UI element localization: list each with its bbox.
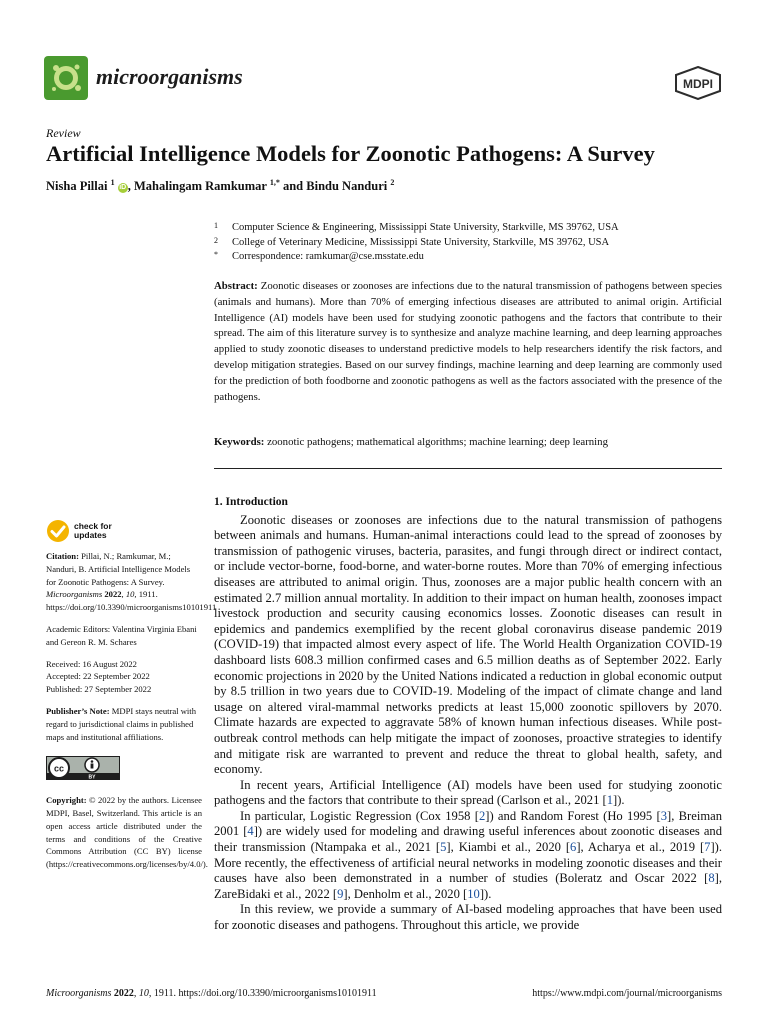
- published-date: Published: 27 September 2022: [46, 684, 152, 695]
- citation-block: Citation: Pillai, N.; Ramkumar, M.; Nanduri, B. Artificial Intelligence Models for Zoonotic Pathogens: A Survey. Microorganisms 2022, 10, 1911. https://doi.org/10.3390/microorganisms10101911: [46, 551, 217, 613]
- accepted-date: Accepted: 22 September 2022: [46, 671, 150, 682]
- orcid-icon[interactable]: iD: [119, 184, 127, 192]
- citation-link[interactable]: 9: [337, 886, 344, 901]
- citation-doi[interactable]: , 1911. https://doi.org/10.3390/microorganisms10101911: [46, 589, 217, 613]
- citation-link[interactable]: 3: [660, 808, 667, 823]
- citation-link[interactable]: 6: [570, 840, 577, 855]
- affiliation-item: [214, 221, 714, 236]
- footer-journal: Microorganisms: [46, 988, 112, 999]
- keywords-text: zoonotic pathogens; mathematical algorithms; machine learning; deep learning: [267, 436, 608, 448]
- check-for-updates-line2: updates: [74, 530, 107, 540]
- mdpi-logo-icon: [672, 66, 724, 100]
- check-for-updates-icon: [46, 519, 70, 543]
- abstract-label: Abstract:: [214, 280, 258, 292]
- academic-editors: Academic Editors: Valentina Virginia Ebani and Gereon R. M. Schares: [46, 623, 197, 647]
- mdpi-logo-text: MDPI: [683, 77, 713, 91]
- article-title: Artificial Intelligence Models for Zoonotic Pathogens: A Survey: [46, 141, 655, 166]
- body-paragraph: Zoonotic diseases or zoonoses are infections due to the natural transmission of pathogens between animals and humans. Human-animal interactions could lead to the spread of zoonoses by transmission of pathogenic viruses, bacteria, parasites, and fungi through direct or indirect contact, or include vector-borne, food-borne, and water-borne routes. More than 70% of emerging infectious diseases are attributed to animal origin. Thus, zoonoses are a major public health concern with an estimated 2.7 million annual mortality. In addition to their impact on human health, zoonoses impact livestock production and security causing economics losses. Zoonotic diseases can result in epidemics and pandemics exemplified by the recent global coronavirus disease pandemic 2019 (COVID-19) that impacted almost every aspect of life. The World Health Organization COVID-19 dashboard lists 608.3 million confirmed cases and 6.5 million deaths as of September 2022. Early economic projections in 2020 by the United Nations indicated a reduction in global economic output by 8.5 trillion in two years due to COVID-19. Modeling of the impact of climate change and land usage on altered viral-mammal networks predicts at least 15,000 zoonotic spillovers by 2070. Climate hazards are expected to aggravate 58% of known human infectious diseases. While post-outbreak control methods can help mitigate the impact of zoonoses, proactive strategies to identify and mitigate risk are warranted to prevent and reduce the threat to global health, safety, and economy.: [214, 512, 722, 777]
- dates-block: [46, 658, 202, 696]
- author-affiliation-mark: 2: [390, 178, 395, 187]
- article-type: Review: [46, 126, 81, 140]
- article-sidebar: [46, 518, 217, 880]
- cc-text: cc: [53, 763, 65, 774]
- paragraph-text: ], Breiman 2001 [: [214, 808, 722, 839]
- copyright-label: Copyright:: [46, 795, 87, 806]
- citation-label: Citation:: [46, 551, 79, 561]
- affiliation-item: [214, 250, 714, 265]
- journal-logo-icon: [44, 56, 88, 100]
- copyright-block: [46, 794, 208, 871]
- cc-by-license-icon[interactable]: [46, 756, 120, 780]
- citation-link[interactable]: 7: [704, 840, 711, 855]
- section-divider: [214, 468, 722, 469]
- affiliation-text: College of Veterinary Medicine, Mississippi State University, Starkville, MS 39762, USA: [232, 236, 610, 248]
- affiliation-item: [214, 236, 714, 251]
- footer-doi-link[interactable]: , 1911. https://doi.org/10.3390/microorganisms10101911: [148, 988, 377, 999]
- cc-by-text: BY: [88, 774, 96, 781]
- body-paragraph: [214, 778, 722, 809]
- paragraph-text: In particular, Logistic Regression (Cox 1958 [: [240, 808, 479, 823]
- paragraph-text: ]).: [479, 886, 492, 901]
- journal-name: microorganisms: [96, 64, 243, 89]
- publisher-note: [46, 705, 202, 743]
- author-separator: and: [279, 179, 307, 194]
- author-name[interactable]: Bindu Nanduri: [306, 179, 388, 194]
- footer-journal-url[interactable]: https://www.mdpi.com/journal/microorganisms: [532, 988, 722, 999]
- publisher-note-label: Publisher’s Note:: [46, 705, 110, 716]
- affiliation-text: Computer Science & Engineering, Mississippi State University, Starkville, MS 39762, USA: [232, 222, 619, 233]
- author-name[interactable]: Nisha Pillai: [46, 179, 108, 194]
- keywords: [214, 435, 722, 450]
- author-name[interactable]: Mahalingam Ramkumar: [133, 179, 267, 194]
- citation-link[interactable]: 8: [708, 871, 715, 886]
- citation-link[interactable]: 4: [247, 824, 254, 839]
- footer-citation: Microorganisms 2022, 10, 1911. https://doi.org/10.3390/microorganisms10101911: [46, 988, 377, 999]
- article-body: [214, 495, 722, 934]
- citation-link[interactable]: 5: [440, 840, 447, 855]
- citation-link[interactable]: 2: [478, 808, 486, 823]
- paragraph-text: ]).: [613, 793, 625, 808]
- footer-year: 2022: [113, 988, 134, 999]
- correspondence-text[interactable]: Correspondence: ramkumar@cse.msstate.edu: [232, 251, 424, 262]
- paragraph-text: ]) and Random Forest (Ho 1995 [: [485, 808, 661, 823]
- paragraph-text: In recent years, Artificial Intelligence (AI) models have been used for studying zoonotic pathogens and the factors that contribute to their spread (Carlson et al., 2021 [: [214, 777, 722, 808]
- affiliations: [214, 221, 714, 265]
- affiliation-mark: 1: [214, 221, 218, 230]
- author-separator: ,: [127, 179, 134, 194]
- publisher-note-text: MDPI stays neutral with regard to jurisdictional claims in published maps and institutional affiliations.: [46, 705, 196, 742]
- paragraph-text: ], Kiambi et al., 2020 [: [446, 840, 571, 855]
- keywords-label: Keywords:: [214, 436, 265, 448]
- check-for-updates-badge[interactable]: [46, 518, 202, 544]
- footer-volume: 10: [138, 988, 149, 999]
- paragraph-text: ]) are widely used for modeling and drawing useful inferences about zoonotic diseases and their transmission (Ntampaka et al., 2021 [: [214, 824, 723, 855]
- citation-journal: Microorganisms: [46, 589, 103, 600]
- received-date: Received: 16 August 2022: [46, 658, 137, 669]
- author-list: [46, 178, 394, 194]
- citation-link[interactable]: 10: [467, 886, 480, 901]
- citation-year: 2022: [104, 589, 122, 600]
- check-for-updates-line1: check for: [74, 521, 112, 531]
- section-heading: 1. Introduction: [214, 496, 288, 508]
- paragraph-text: ], ZareBidaki et al., 2022 [: [214, 871, 722, 901]
- author-affiliation-mark: 1: [110, 178, 115, 187]
- body-paragraph: [214, 809, 722, 903]
- citation-volume: 10: [125, 589, 135, 600]
- citation-link[interactable]: 1: [606, 793, 614, 808]
- paragraph-text: ]). More recently, the effectiveness of artificial neural networks in modeling zoonotic diseases and their causes have also been demonstrated in a number of studies (Boleratz and Oscar 2022 [: [214, 840, 722, 886]
- author-affiliation-mark: 1,*: [269, 178, 280, 187]
- copyright-text: © 2022 by the authors. Licensee MDPI, Basel, Switzerland. This article is an open access article distributed under the terms and conditions of the Creative Commons Attribution (CC BY) license (https://creativecommons.org/licenses/by/4.0/).: [46, 795, 208, 870]
- body-paragraph: In this review, we provide a summary of AI-based modeling approaches that have been used for zoonotic diseases and pathogens. Throughout this article, we provide: [214, 902, 722, 933]
- citation-text: Pillai, N.; Ramkumar, M.; Nanduri, B. Artificial Intelligence Models for Zoonotic Pathogens: A Survey.: [46, 551, 191, 587]
- affiliation-mark: 2: [214, 235, 218, 245]
- abstract: [214, 279, 722, 405]
- paragraph-text: ], Acharya et al., 2019 [: [576, 840, 705, 855]
- journal-header: [44, 56, 724, 112]
- paragraph-text: ], Denholm et al., 2020 [: [343, 886, 468, 901]
- affiliation-mark: *: [214, 250, 218, 259]
- abstract-text: Zoonotic diseases or zoonoses are infections due to the natural transmission of pathogens between species (animals and humans). More than 70% of emerging infectious diseases are attributed to animal origin. Artificial Intelligence (AI) models have been used for studying zoonotic pathogens and the factors that contribute to their spread. The aim of this literature survey is to synthesize and analyze machine learning, and deep learning approaches applied to study zoonotic diseases to understand predictive models to help researchers identify the risk factors, and develop mitigation strategies. Based on our survey findings, machine learning and deep learning are commonly used for the prediction of both foodborne and zoonotic pathogens as well as the factors associated with the presence of the pathogens.: [214, 280, 723, 403]
